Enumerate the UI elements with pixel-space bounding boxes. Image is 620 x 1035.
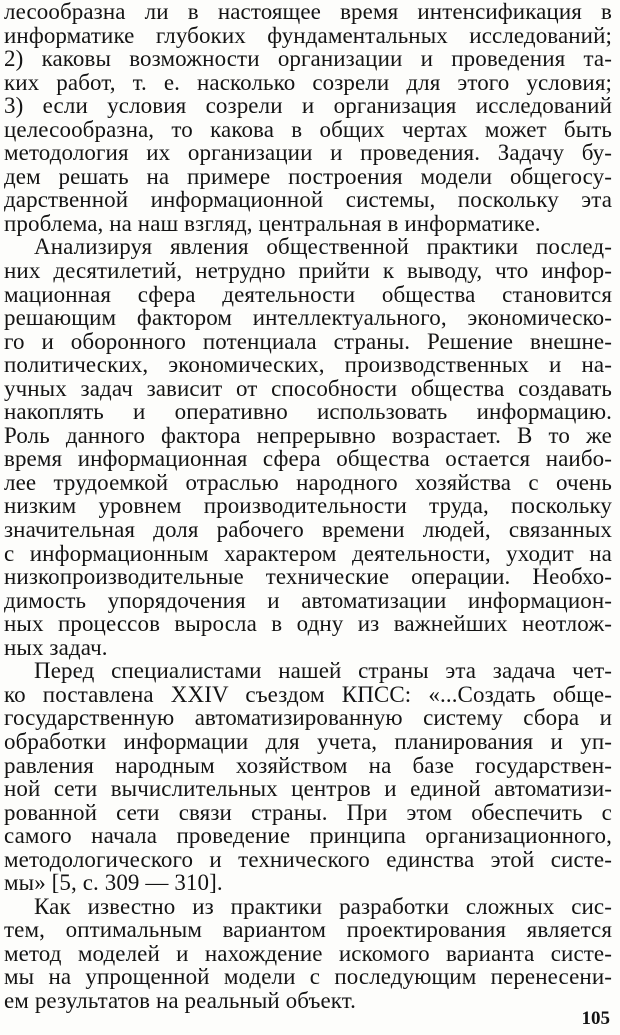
text-line: решающим фактором интеллектуального, экономическо- — [4, 305, 612, 331]
body-text — [4, 0, 612, 1013]
text-line: политических, экономических, производственных и на- — [4, 352, 612, 378]
text-line: Анализируя явления общественной практики послед- — [34, 234, 612, 260]
text-line: димость упорядочения и автоматизации информацион- — [4, 587, 612, 613]
text-line: с информационным характером деятельности, уходит на — [4, 540, 612, 566]
text-line: обработки информации для учета, планирования и уп- — [4, 728, 612, 754]
text-line: информатике глубоких фундаментальных исследований; — [4, 22, 612, 48]
text-line: го и оборонного потенциала страны. Решение внешне- — [4, 328, 612, 354]
text-line: 3) если условия созрели и организация исследований — [4, 93, 612, 119]
text-line: тем, оптимальным вариантом проектирования является — [4, 917, 612, 943]
text-line: ем результатов на реальный объект. — [4, 987, 357, 1013]
text-line: накоплять и оперативно использовать информацию. — [4, 399, 612, 425]
text-line: проблема, на наш взгляд, центральная в информатике. — [4, 210, 541, 236]
text-line: мационная сфера деятельности общества становится — [4, 281, 612, 307]
text-line: целесообразна, то какова в общих чертах может быть — [4, 116, 612, 142]
text-line: самого начала проведение принципа организационного, — [4, 823, 612, 849]
text-line: Роль данного фактора непрерывно возрастает. В то же — [4, 422, 612, 448]
text-line: лесообразна ли в настоящее время интенсификация в — [4, 0, 612, 24]
text-line: ной сети вычислительных центров и единой автоматизи- — [4, 776, 612, 802]
text-line: равления народным хозяйством на базе государствен- — [4, 752, 612, 778]
text-line: дем решать на примере построения модели общегосу- — [4, 163, 612, 189]
text-line: низким уровнем производительности труда, поскольку — [4, 493, 612, 519]
text-line: низкопроизводительные технические операции. Необхо- — [4, 564, 612, 590]
text-line: значительная доля рабочего времени людей, связанных — [4, 517, 612, 543]
text-line: мы на упрощенной модели с последующим перенесени- — [4, 964, 612, 990]
text-line: 2) каковы возможности организации и проведения та- — [4, 46, 612, 72]
text-line: метод моделей и нахождение искомого варианта систе- — [4, 940, 612, 966]
text-line: время информационная сфера общества остается наибо- — [4, 446, 612, 472]
text-line: Как известно из практики разработки сложных сис- — [34, 893, 612, 919]
text-line: ных задач. — [4, 634, 108, 660]
text-line: методологического и технического единства этой систе- — [4, 846, 612, 872]
page-number: 105 — [581, 1008, 610, 1029]
text-line: ко поставлена XXIV съездом КПСС: «...Создать обще- — [4, 681, 612, 707]
text-line: лее трудоемкой отраслью народного хозяйства с очень — [4, 469, 612, 495]
text-line: дарственной информационной системы, поскольку эта — [4, 187, 612, 213]
text-line: государственную автоматизированную систему сбора и — [4, 705, 612, 731]
text-line: методология их организации и проведения. Задачу бу- — [4, 140, 612, 166]
text-line: Перед специалистами нашей страны эта задача чет- — [34, 658, 612, 684]
text-line: ких работ, т. е. насколько созрели для этого условия; — [4, 69, 612, 95]
text-line: рованной сети связи страны. При этом обеспечить с — [4, 799, 612, 825]
text-line: учных задач зависит от способности общества создавать — [4, 375, 612, 401]
text-line: мы» [5, с. 309 — 310]. — [4, 870, 223, 896]
text-line: них десятилетий, нетрудно прийти к выводу, что инфор- — [4, 258, 612, 284]
text-line: ных процессов выросла в одну из важнейших неотлож- — [4, 611, 612, 637]
